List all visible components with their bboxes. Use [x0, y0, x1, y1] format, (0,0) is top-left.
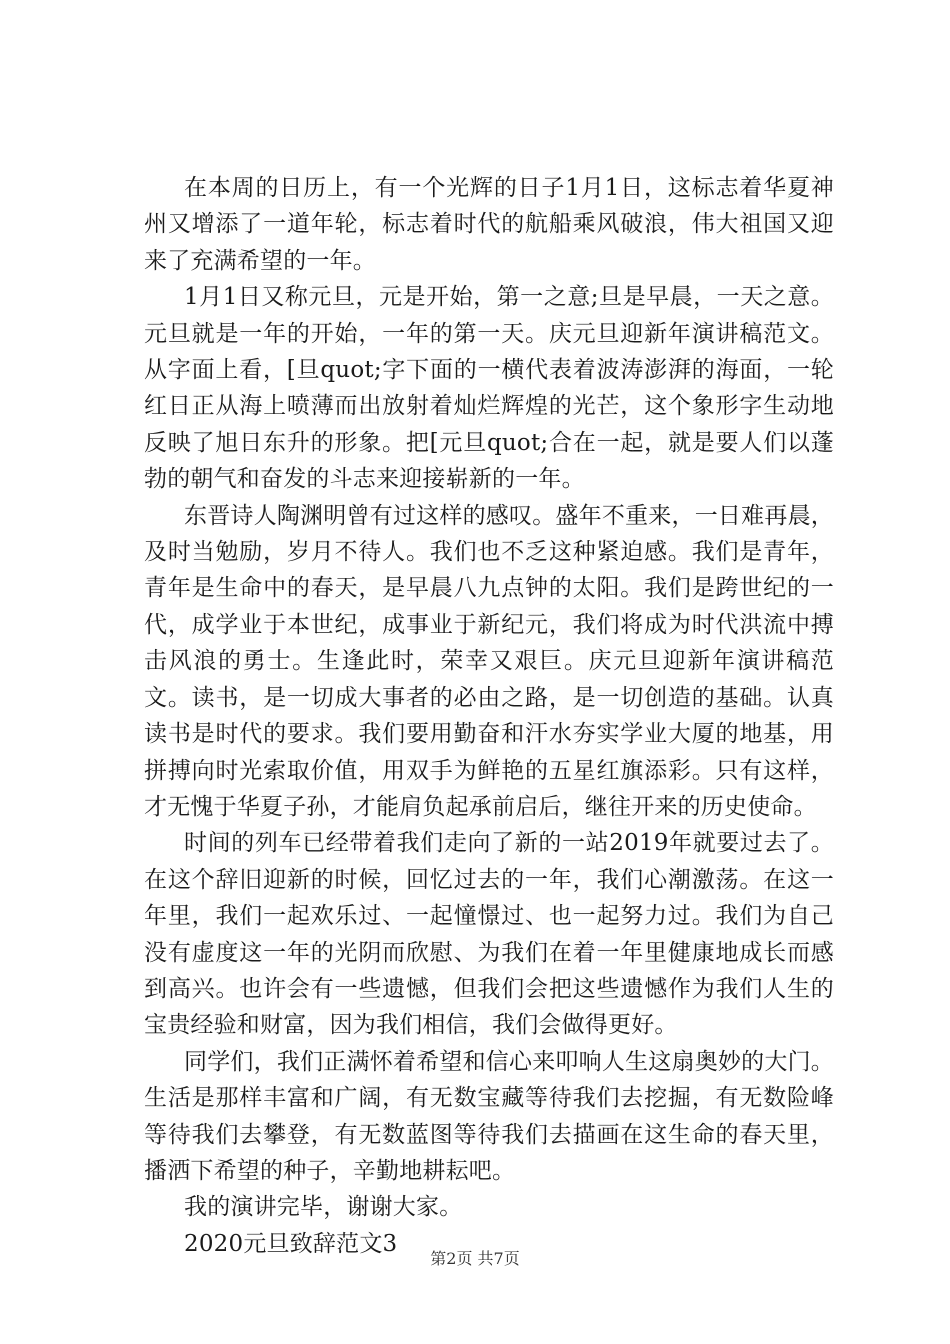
paragraph-4: 时间的列车已经带着我们走向了新的一站2019年就要过去了。在这个辞旧迎新的时候，回忆过去的一年，我们心潮激荡。在这一年里，我们一起欢乐过、一起憧憬过、也一起努力过。我们为自己没有虚度这一年的光阴而欣慰、为我们在着一年里健康地成长而感到高兴。也许会有一些遗憾，但我们会把这些遗憾作为我们人生的宝贵经验和财富，因为我们相信，我们会做得更好。: [144, 830, 834, 1039]
paragraph-1: 在本周的日历上，有一个光辉的日子1月1日，这标志着华夏神州又增添了一道年轮，标志着时代的航船乘风破浪，伟大祖国又迎来了充满希望的一年。: [144, 175, 834, 274]
page-number-footer: 第2页 共7页: [430, 1249, 520, 1268]
paragraph-5: 同学们，我们正满怀着希望和信心来叩响人生这扇奥妙的大门。生活是那样丰富和广阔，有无数宝藏等待我们去挖掘，有无数险峰等待我们去攀登，有无数蓝图等待我们去描画在这生命的春天里，播洒下希望的种子，辛勤地耕耘吧。: [144, 1048, 834, 1184]
paragraph-7-heading: 2020元旦致辞范文3: [184, 1230, 398, 1257]
paragraph-6: 我的演讲完毕，谢谢大家。: [184, 1194, 463, 1221]
paragraph-2: 1月1日又称元旦，元是开始，第一之意;旦是早晨，一天之意。元旦就是一年的开始，一年的第一天。庆元旦迎新年演讲稿范文。从字面上看，[旦quot;字下面的一横代表着波涛澎湃的海面，一轮红日正从海上喷薄而出放射着灿烂辉煌的光芒，这个象形字生动地反映了旭日东升的形象。把[元旦quot;合在一起，就是要人们以蓬勃的朝气和奋发的斗志来迎接崭新的一年。: [144, 284, 834, 493]
paragraph-3: 东晋诗人陶渊明曾有过这样的感叹。盛年不重来，一日难再晨，及时当勉励，岁月不待人。我们也不乏这种紧迫感。我们是青年，青年是生命中的春天，是早晨八九点钟的太阳。我们是跨世纪的一代，成学业于本世纪，成事业于新纪元，我们将成为时代洪流中搏击风浪的勇士。生逢此时，荣幸又艰巨。庆元旦迎新年演讲稿范文。读书，是一切成大事者的必由之路，是一切创造的基础。认真读书是时代的要求。我们要用勤奋和汗水夯实学业大厦的地基，用拼搏向时光索取价值，用双手为鲜艳的五星红旗添彩。只有这样，才无愧于华夏子孙，才能肩负起承前启后，继往开来的历史使命。: [144, 502, 834, 820]
document-body: [144, 170, 834, 1262]
